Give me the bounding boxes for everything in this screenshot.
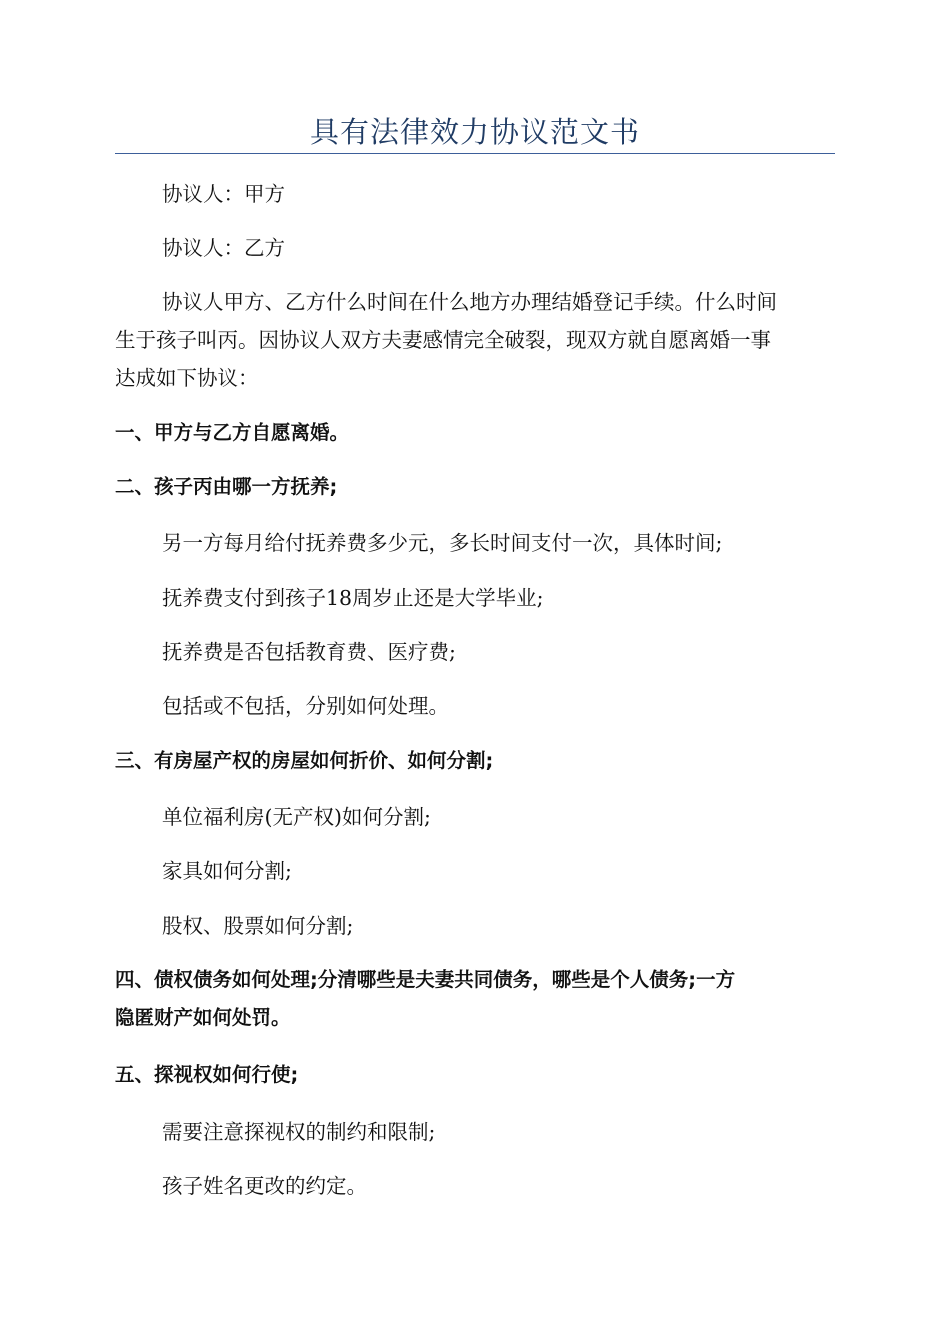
section-2-item-4: 包括或不包括，分别如何处理。 [162,694,449,718]
intro-paragraph [115,283,835,397]
section-2-heading: 二、孩子丙由哪一方抚养; [115,475,338,498]
section-1-heading: 一、甲方与乙方自愿离婚。 [115,421,350,444]
section-5-heading: 五、探视权如何行使; [115,1063,299,1086]
section-5-item-1: 需要注意探视权的制约和限制; [162,1120,436,1144]
title-underline [115,153,835,154]
section-2-item-2: 抚养费支付到孩子18周岁止还是大学毕业; [162,586,544,610]
section-3-item-2: 家具如何分割; [162,859,292,883]
party-a-line: 协议人：甲方 [162,182,285,206]
intro-line-3: 达成如下协议： [115,366,259,390]
section-4-line-2: 隐匿财产如何处罚。 [115,1006,291,1029]
section-3-item-1: 单位福利房(无产权)如何分割; [162,805,431,829]
intro-line-2: 生于孩子叫丙。因协议人双方夫妻感情完全破裂，现双方就自愿离婚一事 [115,328,771,352]
document-title: 具有法律效力协议范文书 [309,115,640,149]
intro-line-1: 协议人甲方、乙方什么时间在什么地方办理结婚登记手续。什么时间 [162,290,777,314]
section-5-item-2: 孩子姓名更改的约定。 [162,1174,367,1198]
section-2-item-1: 另一方每月给付抚养费多少元，多长时间支付一次，具体时间; [162,531,723,555]
party-b-line: 协议人：乙方 [162,236,285,260]
section-3-item-3: 股权、股票如何分割; [162,914,354,938]
section-2-item-3: 抚养费是否包括教育费、医疗费; [162,640,456,664]
section-3-heading: 三、有房屋产权的房屋如何折价、如何分割; [115,749,494,772]
section-4-heading [115,961,835,1037]
section-4-line-1: 四、债权债务如何处理;分清哪些是夫妻共同债务，哪些是个人债务;一方 [115,968,736,991]
